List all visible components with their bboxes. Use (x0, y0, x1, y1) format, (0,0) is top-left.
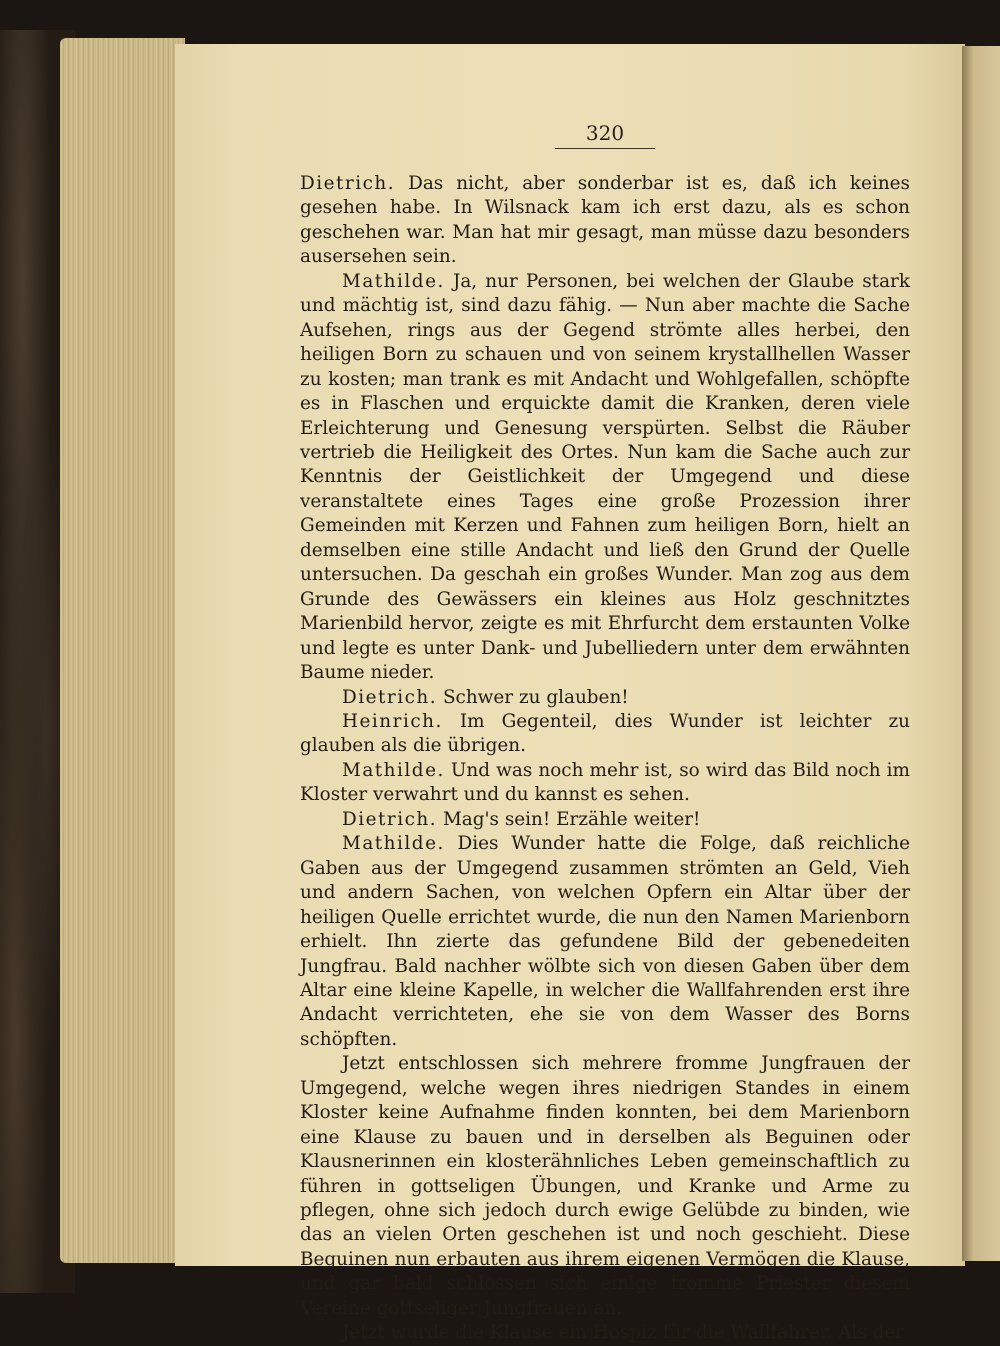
paragraph (300, 686, 910, 710)
paragraph-text: Dies Wunder hatte die Folge, daß reichliche Gaben aus der Umgegend zusammen strömten an Geld, Vieh und andern Sachen, von welchen Opfern ein Altar über der heiligen Quelle errichtet wurde, die nun den Namen Marienborn erhielt. Ihn zierte das gefundene Bild der gebenedeiten Jungfrau. Bald nachher wölbte sich von diesen Gaben über dem Altar eine kleine Kapelle, in welcher die Wallfahrenden erst ihre Andacht verrichteten, ehe sie von dem Wasser des Borns schöpften. (300, 833, 910, 1050)
paragraph-text: Und was noch mehr ist, so wird das Bild noch im Kloster verwahrt und du kannst es sehen. (300, 759, 910, 806)
adjacent-page (962, 46, 1000, 1261)
speaker-name: Heinrich. (342, 710, 443, 732)
speaker-name: Dietrich. (342, 686, 438, 708)
paragraph (300, 1321, 910, 1345)
speaker-name: Dietrich. (300, 173, 396, 194)
page-number: 320 (585, 121, 625, 145)
paragraph-text: Ja, nur Personen, bei welchen der Glaube stark und mächtig ist, sind dazu fähig. — Nun aber machte die Sache Aufsehen, rings aus der Gegend strömte alles herbei, den heiligen Born zu schauen und von seinem krystallhellen Wasser zu kosten; man trank es mit Andacht und Wohlgefallen, schöpfte es in Flaschen und erquickte damit die Kranken, deren viele Erleichterung und Genesung verspürten. Selbst die Räuber vertrieb die Heiligkeit des Ortes. Nun kam die Sache auch zur Kenntnis der Geistlichkeit der Umgegend und diese veranstaltete eines Tages eine große Prozession ihrer Gemeinden mit Kerzen und Fahnen zum heiligen Born, hielt an demselben eine stille Andacht und ließ den Grund der Quelle untersuchen. Da geschah ein großes Wunder. Man zog aus dem Grunde des Gewässers ein kleines aus Holz geschnitztes Marienbild hervor, zeigte es mit Ehrfurcht dem erstaunten Volke und legte es unter Dank- und Jubelliedern unter dem erwähnten Baume nieder. (300, 270, 910, 684)
paragraph-text: Das nicht, aber sonderbar ist es, daß ich keines gesehen habe. In Wilsnack kam ich erst dazu, als es schon geschehen war. Man hat mir gesagt, man müsse dazu besonders ausersehen sein. (300, 173, 910, 268)
page-edges (60, 38, 185, 1263)
speaker-name: Dietrich. (342, 808, 438, 830)
paragraph-text: Jetzt wurde die Klause ein Hospiz für die Wallfahrer. Als der (342, 1322, 904, 1344)
header-rule (555, 148, 655, 149)
speaker-name: Mathilde. (342, 270, 445, 292)
paragraph (300, 1052, 910, 1321)
paragraph-text: Jetzt entschlossen sich mehrere fromme Jungfrauen der Umgegend, welche wegen ihres niedrigen Standes in einem Kloster keine Aufnahme finden konnten, bei dem Marienborn eine Klause zu bauen und in derselben als Beguinen oder Klausnerinnen ein klosterähnliches Leben gemeinschaftlich zu führen in gottseligen Übungen, und Kranke und Arme zu pflegen, ohne sich jedoch durch ewige Gelübde zu binden, wie das an vielen Orten geschehen ist und noch geschieht. Diese Beguinen nun erbauten aus ihrem eigenen Vermögen die Klause, und gar bald schlossen sich einige fromme Priester diesem Vereine gottseliger Jungfrauen an. (300, 1053, 910, 1319)
paragraph (300, 270, 910, 686)
speaker-name: Mathilde. (342, 759, 445, 781)
paragraph (300, 172, 910, 270)
paragraph-text: Mag's sein! Erzähle weiter! (442, 808, 701, 830)
speaker-name: Mathilde. (342, 833, 445, 855)
body-text (300, 172, 910, 1346)
paragraph (300, 710, 910, 759)
paragraph (300, 759, 910, 808)
paragraph (300, 832, 910, 1052)
paragraph-text: Schwer zu glauben! (442, 686, 629, 708)
paragraph (300, 808, 910, 832)
paragraph-text: Im Gegenteil, dies Wunder ist leichter zu glauben als die übrigen. (300, 710, 910, 757)
